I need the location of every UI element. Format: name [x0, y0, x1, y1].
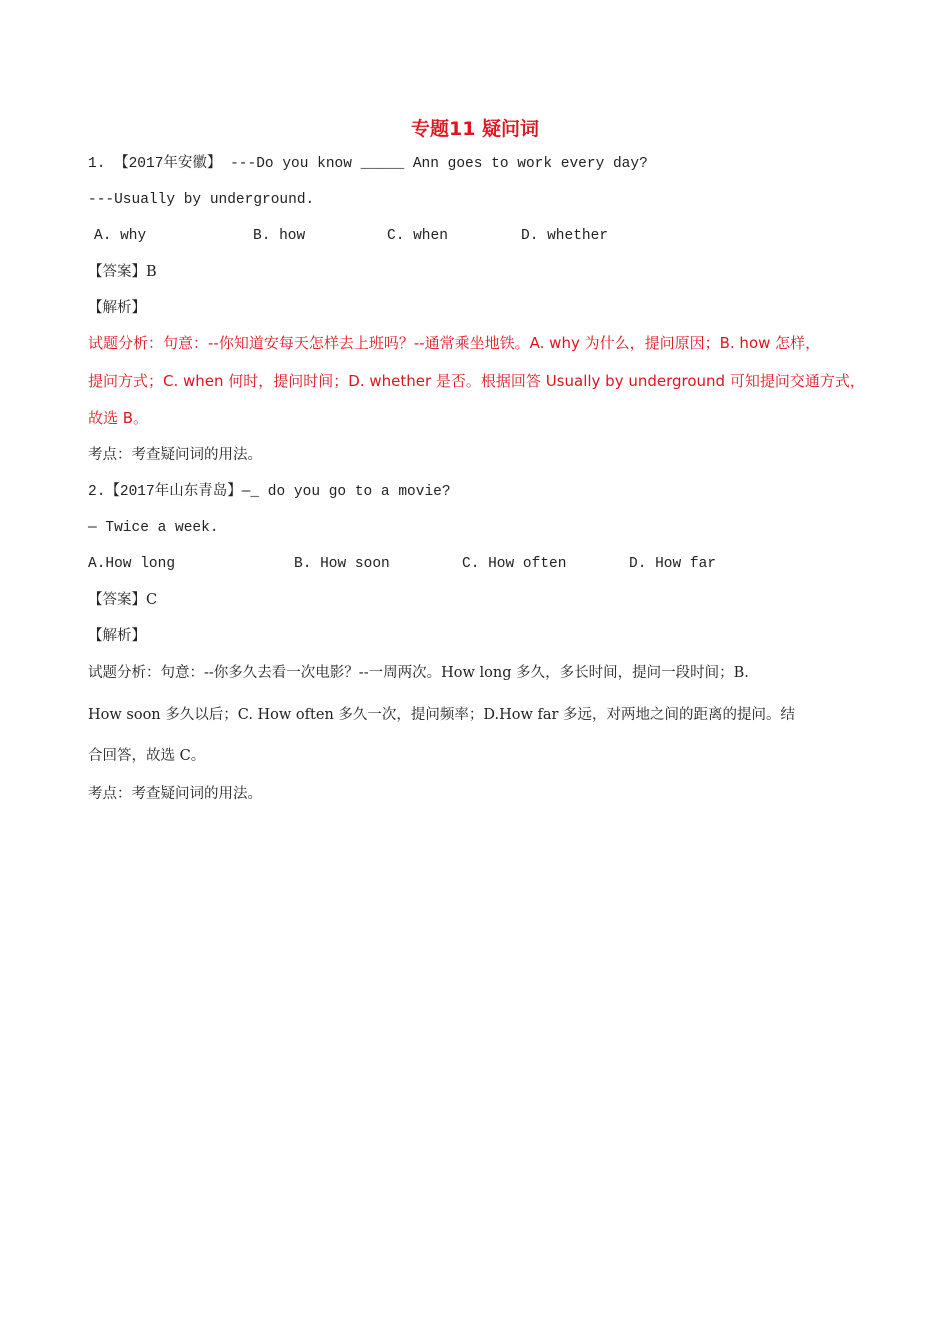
- question-1-analysis-line-1: 试题分析：句意：--你知道安每天怎样去上班吗？--通常乘坐地铁。A. why 为什么，提问原因；B. how 怎样，: [88, 334, 821, 352]
- option-b: B. how: [253, 228, 306, 244]
- option-d: D. How far: [629, 556, 717, 572]
- option-c: C. when: [387, 228, 448, 244]
- question-1-analysis-line-3: 故选 B。: [88, 409, 149, 427]
- question-2-answer: 【答案】C: [88, 592, 158, 608]
- question-2-analysis-label: 【解析】: [88, 628, 146, 644]
- option-d: D. whether: [521, 228, 609, 244]
- question-1-answer: 【答案】B: [88, 264, 157, 280]
- question-2-analysis-line-1: 试题分析：句意：--你多久去看一次电影？--一周两次。How long 多久，多长时间，提问一段时间；B.: [88, 665, 749, 681]
- question-1-response: ---Usually by underground.: [88, 192, 315, 208]
- option-a: A. why: [94, 228, 147, 244]
- option-a: A.How long: [88, 556, 176, 572]
- question-2-analysis-line-2: How soon 多久以后；C. How often 多久一次，提问频率；D.How far 多远，对两地之间的距离的提问。结: [88, 707, 796, 723]
- question-2-stem: 2.【2017年山东青岛】—_ do you go to a movie?: [88, 484, 451, 500]
- question-2-response: — Twice a week.: [88, 520, 219, 536]
- page-title: 专题11 疑问词: [410, 118, 540, 140]
- question-2-kaodian: 考点：考查疑问词的用法。: [88, 786, 262, 802]
- question-1-analysis-line-2: 提问方式；C. when 何时，提问时间；D. whether 是否。根据回答 Usually by underground 可知提问交通方式，: [88, 372, 865, 390]
- question-1-analysis-label: 【解析】: [88, 300, 146, 316]
- question-2-analysis-line-3: 合回答，故选 C。: [88, 748, 206, 764]
- question-1-kaodian: 考点：考查疑问词的用法。: [88, 447, 262, 463]
- option-b: B. How soon: [294, 556, 390, 572]
- option-c: C. How often: [462, 556, 567, 572]
- question-1-stem: 1. 【2017年安徽】 ---Do you know _____ Ann goes to work every day?: [88, 156, 648, 172]
